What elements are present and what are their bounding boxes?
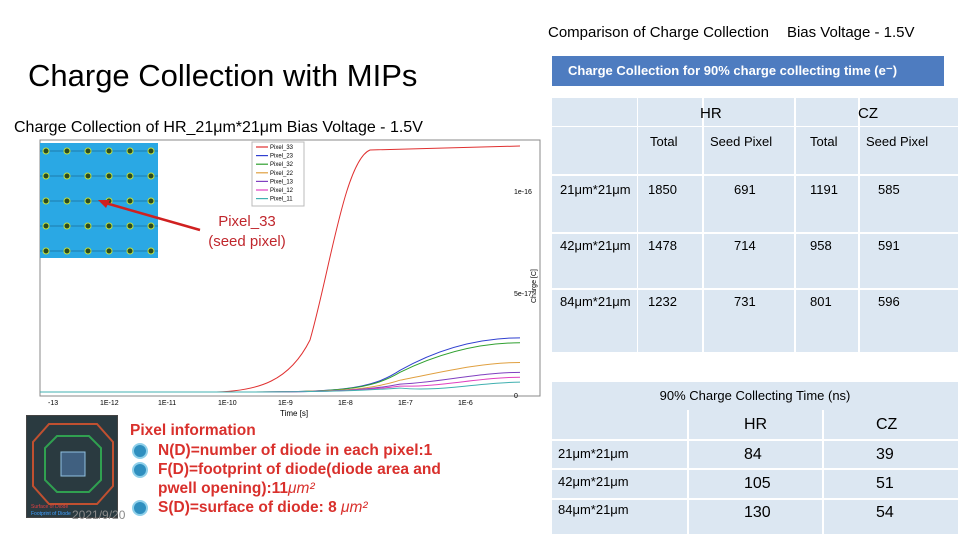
right-subtitle-part-a: Comparison of Charge Collection <box>548 24 769 41</box>
x-tick-label: 1E-9 <box>278 400 293 407</box>
cell-value: 691 <box>734 182 756 197</box>
pixel-info-heading: Pixel information <box>130 422 256 439</box>
x-tick-label: 1E-7 <box>398 400 413 407</box>
pixel-layout-svg <box>27 416 119 519</box>
collecting-time-table <box>552 410 958 534</box>
pixel-dot <box>148 148 154 154</box>
row-label-84x21: 84μm*21μm <box>558 502 629 517</box>
legend-label: Pixel_22 <box>270 170 294 177</box>
col-cz-seed: Seed Pixel <box>866 134 929 149</box>
x-tick-label: 1E-6 <box>458 400 473 407</box>
col-cz-total: Total <box>810 134 838 149</box>
cell-value: 714 <box>734 238 756 253</box>
cell-value: 54 <box>876 504 894 521</box>
row-divider <box>552 498 958 500</box>
row-divider <box>552 352 958 356</box>
left-subtitle: Charge Collection of HR_21μm*21μm Bias Voltage - 1.5V <box>14 119 423 136</box>
cell-value: 585 <box>878 182 900 197</box>
pixel-dot <box>127 148 133 154</box>
col-divider <box>637 98 638 356</box>
right-subtitle-part-b: Bias Voltage - 1.5V <box>786 24 915 41</box>
pixel-layout-image <box>26 415 118 518</box>
col-hr: HR <box>744 416 768 433</box>
right-subtitle <box>548 24 948 42</box>
x-axis-label: Time [s] <box>280 409 309 418</box>
col-divider <box>822 410 824 534</box>
seed-pixel-label <box>188 212 306 252</box>
pixel-info-sd-text: S(D)=surface of diode: 8 <box>158 499 342 516</box>
pixel-info-sd-unit: μm² <box>341 499 368 516</box>
x-tick-labels <box>48 400 473 407</box>
bullet-icon <box>132 462 148 478</box>
legend-label: Pixel_33 <box>270 145 294 151</box>
legend-label: Pixel_13 <box>270 179 294 186</box>
col-divider <box>702 98 704 356</box>
cell-value: 1478 <box>648 238 677 253</box>
group-hr-header: HR <box>700 105 722 122</box>
collecting-time-title: 90% Charge Collecting Time (ns) <box>552 382 958 410</box>
cell-value: 84 <box>744 446 762 463</box>
row-label-21x21: 21μm*21μm <box>560 182 631 197</box>
row-label-84x21: 84μm*21μm <box>560 294 631 309</box>
y-tick-label: 5e-17 <box>514 291 532 298</box>
x-tick-label: -13 <box>48 400 59 407</box>
cell-value: 801 <box>810 294 832 309</box>
row-divider <box>552 232 958 234</box>
pixel-info-row-nd <box>130 441 550 460</box>
charge-collection-table <box>552 98 958 356</box>
row-divider <box>552 439 958 441</box>
x-tick-label: 1E-12 <box>100 400 119 407</box>
slide-title: Charge Collection with MIPs <box>28 58 418 93</box>
cell-value: 596 <box>878 294 900 309</box>
col-divider <box>858 98 860 356</box>
row-divider <box>552 126 958 127</box>
pixel-information <box>130 421 550 517</box>
cell-value: 1850 <box>648 182 677 197</box>
cell-value: 1232 <box>648 294 677 309</box>
surface-of-diode-label: Surface of Diode <box>31 504 69 510</box>
pixel-dot <box>43 148 49 154</box>
plot-legend <box>252 142 304 206</box>
row-label-42x21: 42μm*21μm <box>560 238 631 253</box>
pixel-dot <box>106 148 112 154</box>
col-divider <box>794 98 796 356</box>
row-label-42x21: 42μm*21μm <box>558 474 629 489</box>
charge-table-banner: Charge Collection for 90% charge collecting time (e⁻) <box>552 56 944 86</box>
x-tick-label: 1E-8 <box>338 400 353 407</box>
pixel-dot <box>64 173 70 179</box>
cell-value: 958 <box>810 238 832 253</box>
pixel-dot <box>85 173 91 179</box>
pixel-info-fd-text: F(D)=footprint of diode(diode area and <box>158 461 441 478</box>
y-axis-label: Charge [C] <box>531 269 538 303</box>
legend-label: Pixel_12 <box>270 188 294 194</box>
pixel-dot <box>106 173 112 179</box>
pixel-info-fd-unit: μm² <box>288 480 315 497</box>
cell-value: 731 <box>734 294 756 309</box>
seed-pixel-label-line1: Pixel_33 <box>218 213 276 230</box>
col-hr-seed: Seed Pixel <box>710 134 773 149</box>
bullet-icon <box>132 500 148 516</box>
slide-date: 2021/9/20 <box>72 508 126 522</box>
footprint-of-diode-label: Footprint of Diode <box>31 511 71 517</box>
row-divider <box>552 468 958 470</box>
row-divider <box>552 288 958 290</box>
pixel-dot <box>127 173 133 179</box>
y-tick-label: 1e-16 <box>514 189 532 196</box>
pixel-info-nd-text: N(D)=number of diode in each pixel:1 <box>158 442 433 459</box>
bullet-icon <box>132 443 148 459</box>
pixel-dot <box>148 173 154 179</box>
cell-value: 51 <box>876 475 894 492</box>
pixel-dot <box>85 148 91 154</box>
cell-value: 130 <box>744 504 771 521</box>
cell-value: 105 <box>744 475 771 492</box>
col-divider <box>687 410 689 534</box>
y-axis-label-svg <box>526 248 540 308</box>
seed-pixel-label-line2: (seed pixel) <box>208 233 286 250</box>
cell-value: 1191 <box>810 182 838 197</box>
x-tick-label: 1E-11 <box>158 400 177 407</box>
group-cz-header: CZ <box>858 105 878 122</box>
legend-label: Pixel_11 <box>270 196 293 203</box>
x-tick-label: 1E-10 <box>218 400 237 407</box>
pixel-dot <box>43 173 49 179</box>
y-tick-label: 0 <box>514 393 518 400</box>
row-divider <box>552 174 958 176</box>
pixel-dot <box>64 148 70 154</box>
col-hr-total: Total <box>650 134 678 149</box>
pixel-info-fd-text-2: pwell opening):11 <box>158 480 289 497</box>
pixel-info-row-fd <box>130 460 550 498</box>
cell-value: 39 <box>876 446 894 463</box>
cell-value: 591 <box>878 238 900 253</box>
col-cz: CZ <box>876 416 898 433</box>
legend-label: Pixel_32 <box>270 162 294 169</box>
row-label-21x21: 21μm*21μm <box>558 446 629 461</box>
pixel-info-row-sd <box>130 498 550 517</box>
legend-label: Pixel_23 <box>270 153 294 160</box>
